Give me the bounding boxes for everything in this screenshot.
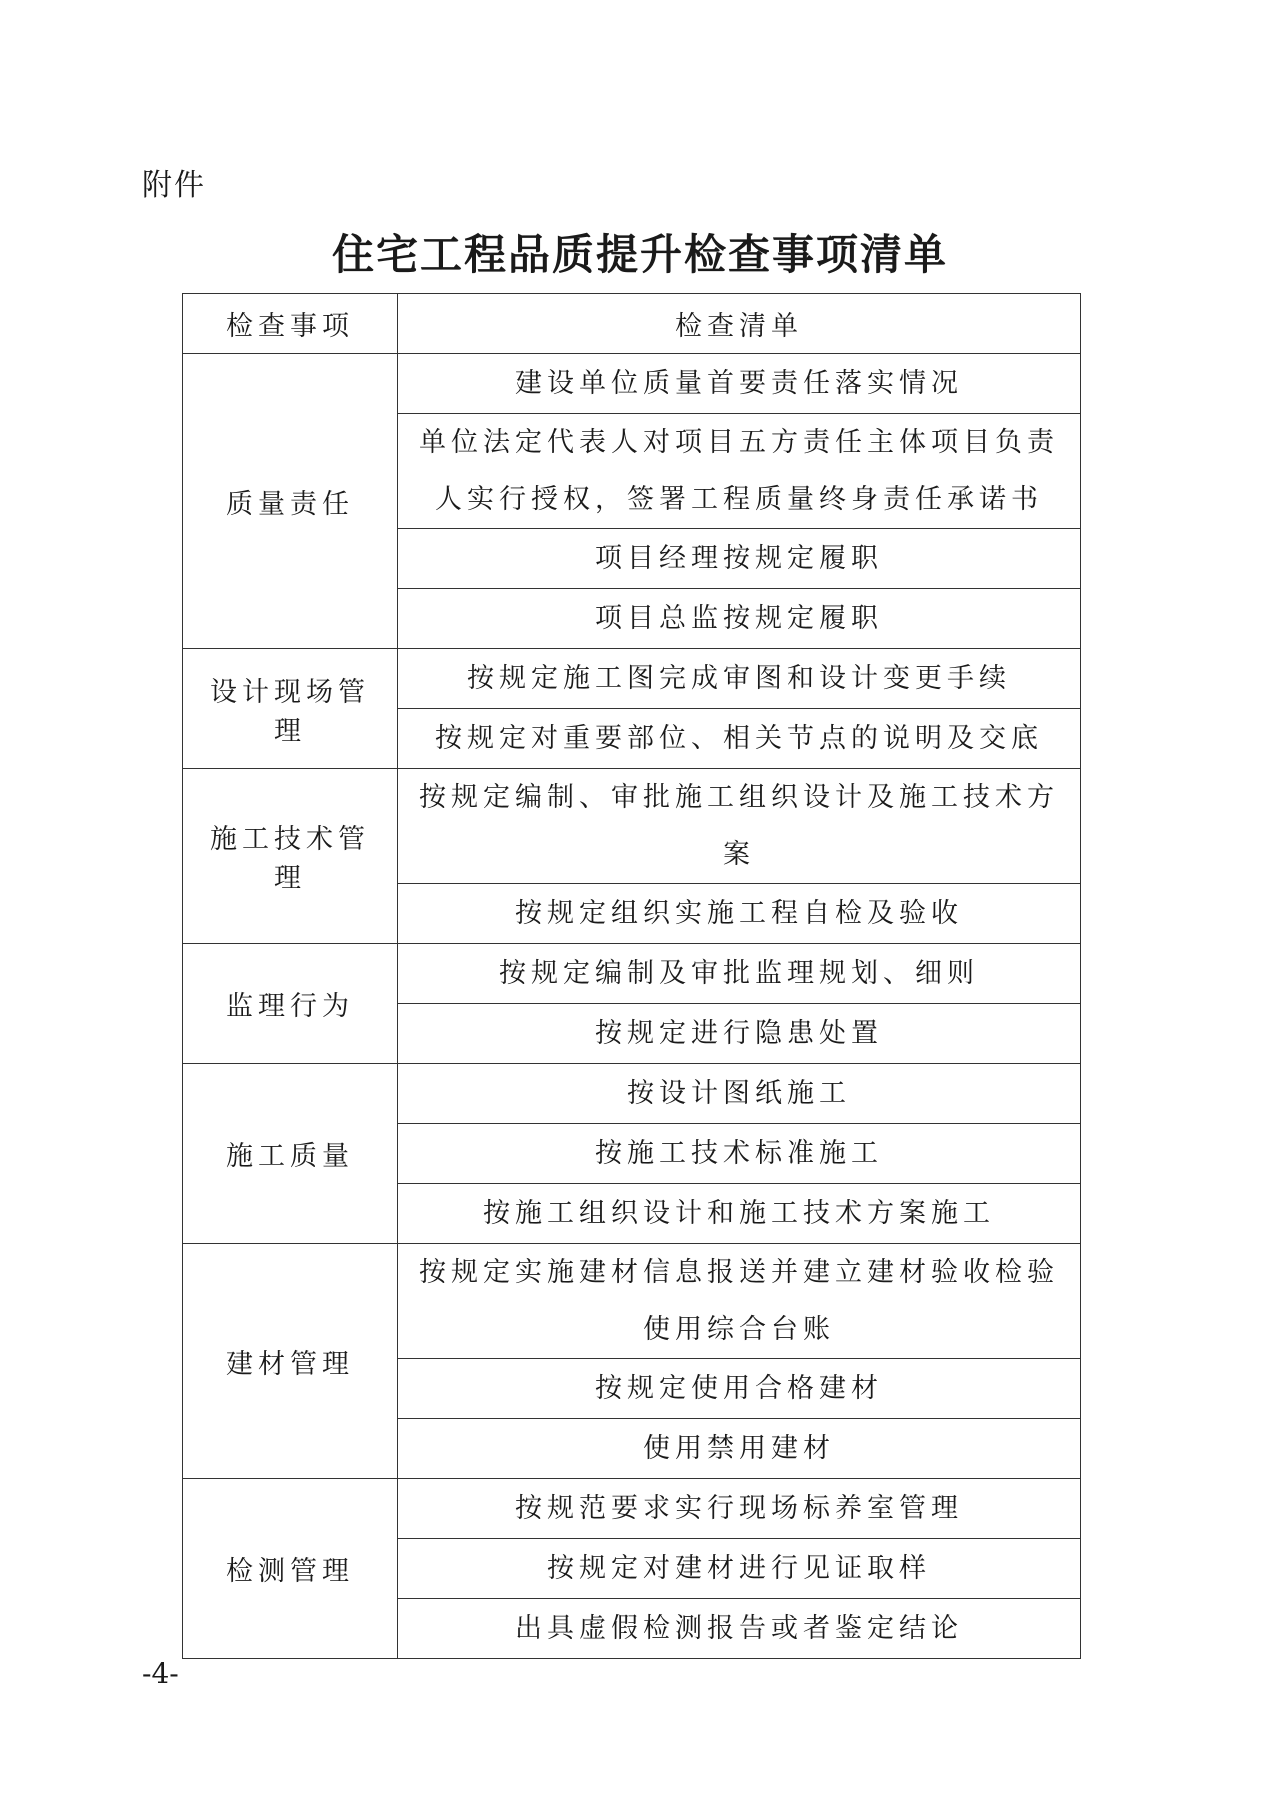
category-cell: 监理行为 xyxy=(183,944,398,1064)
checklist-item: 按施工组织设计和施工技术方案施工 xyxy=(398,1184,1081,1244)
checklist-item: 按规定对重要部位、相关节点的说明及交底 xyxy=(398,709,1081,769)
table-row xyxy=(183,944,1081,1004)
table-row xyxy=(183,1064,1081,1124)
checklist-item: 按规范要求实行现场标养室管理 xyxy=(398,1479,1081,1539)
checklist-item: 按规定施工图完成审图和设计变更手续 xyxy=(398,649,1081,709)
checklist-item: 按规定进行隐患处置 xyxy=(398,1004,1081,1064)
inspection-checklist-table xyxy=(182,293,1081,1659)
table-row xyxy=(183,354,1081,414)
page-number: -4- xyxy=(142,1657,179,1690)
category-cell: 施工技术管理 xyxy=(183,769,398,944)
table-row xyxy=(183,1244,1081,1359)
header-category: 检查事项 xyxy=(183,294,398,354)
category-cell: 施工质量 xyxy=(183,1064,398,1244)
document-title: 住宅工程品质提升检查事项清单 xyxy=(331,230,948,279)
category-cell: 设计现场管理 xyxy=(183,649,398,769)
checklist-item: 建设单位质量首要责任落实情况 xyxy=(398,354,1081,414)
checklist-item: 项目经理按规定履职 xyxy=(398,529,1081,589)
checklist-item: 按规定编制、审批施工组织设计及施工技术方案 xyxy=(398,769,1081,884)
category-cell: 质量责任 xyxy=(183,354,398,649)
table-row xyxy=(183,769,1081,884)
attachment-label: 附件 xyxy=(142,168,206,203)
checklist-item: 按施工技术标准施工 xyxy=(398,1124,1081,1184)
category-cell: 建材管理 xyxy=(183,1244,398,1479)
checklist-item: 项目总监按规定履职 xyxy=(398,589,1081,649)
checklist-item: 按设计图纸施工 xyxy=(398,1064,1081,1124)
category-cell: 检测管理 xyxy=(183,1479,398,1659)
checklist-item: 按规定编制及审批监理规划、细则 xyxy=(398,944,1081,1004)
checklist-item: 按规定使用合格建材 xyxy=(398,1359,1081,1419)
checklist-item: 按规定实施建材信息报送并建立建材验收检验使用综合台账 xyxy=(398,1244,1081,1359)
table-header-row xyxy=(183,294,1081,354)
checklist-item: 按规定组织实施工程自检及验收 xyxy=(398,884,1081,944)
checklist-item: 单位法定代表人对项目五方责任主体项目负责人实行授权，签署工程质量终身责任承诺书 xyxy=(398,414,1081,529)
table-row xyxy=(183,649,1081,709)
checklist-item: 按规定对建材进行见证取样 xyxy=(398,1539,1081,1599)
checklist-item: 使用禁用建材 xyxy=(398,1419,1081,1479)
checklist-item: 出具虚假检测报告或者鉴定结论 xyxy=(398,1599,1081,1659)
header-checklist: 检查清单 xyxy=(398,294,1081,354)
table-row xyxy=(183,1479,1081,1539)
